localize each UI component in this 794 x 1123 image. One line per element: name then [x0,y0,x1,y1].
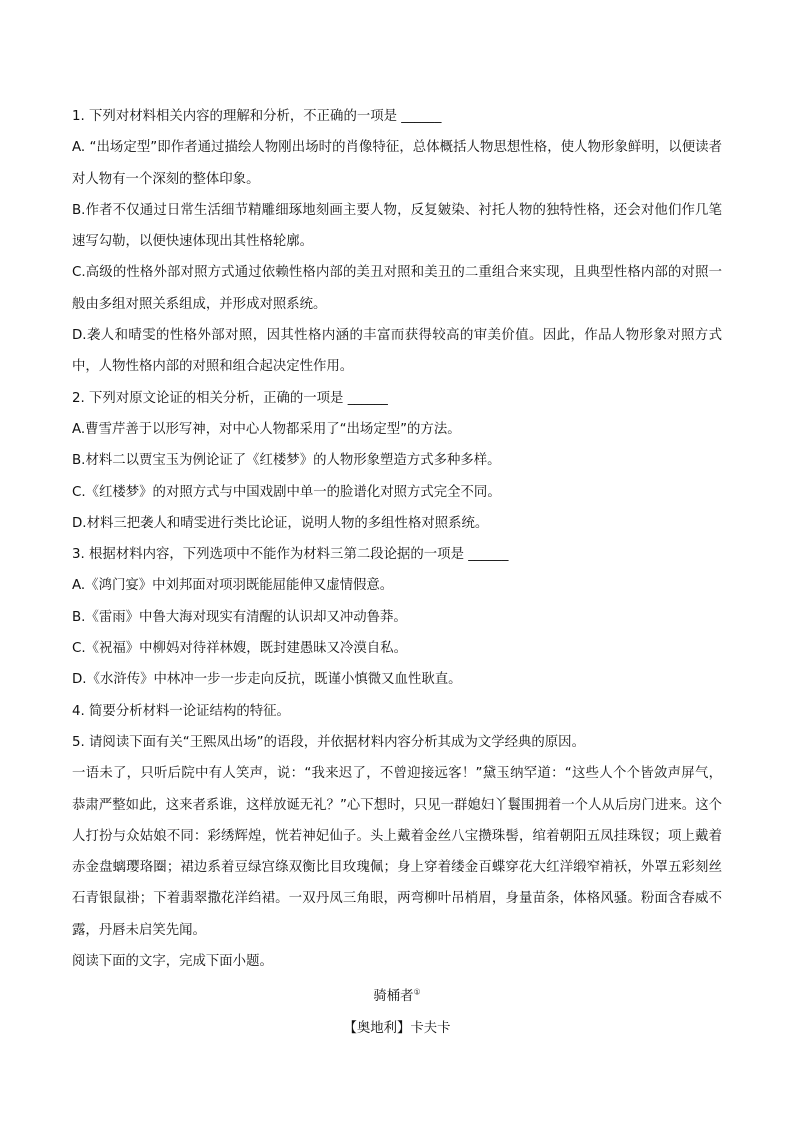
question-2-option-d: D.材料三把袭人和晴雯进行类比论证，说明人物的多组性格对照系统。 [72,515,489,531]
document-body [72,101,722,1044]
question-2-option-c: C.《红楼梦》的对照方式与中国戏剧中单一的脸谱化对照方式完全不同。 [72,484,501,500]
question-3-option-a: A.《鸿门宴》中刘邦面对项羽既能屈能伸又虚情假意。 [72,578,394,594]
question-3-stem: 3. 根据材料内容，下列选项中不能作为材料三第二段论据的一项是 ______ [72,547,509,563]
story-title [72,981,722,1012]
question-3-option-c: C.《祝福》中柳妈对待祥林嫂，既封建愚昧又冷漠自私。 [72,641,407,657]
reading-instruction: 阅读下面的文字，完成下面小题。 [72,954,273,970]
story-title-text: 骑桶者 [373,989,414,1005]
story-author: 【奥地利】卡夫卡 [343,1020,451,1036]
question-2-option-b: B.材料二以贾宝玉为例论证了《红楼梦》的人物形象塑造方式多种多样。 [72,453,501,469]
question-1-option-d: D.袭人和晴雯的性格外部对照，因其性格内涵的丰富而获得较高的审美价值。因此，作品人物形象对照方式中，人物性格内部的对照和组合起决定性作用。 [72,328,722,375]
question-1-option-b: B.作者不仅通过日常生活细节精雕细琢地刻画主要人物，反复皴染、衬托人物的独特性格，还会对他们作几笔速写勾勒，以便快速体现出其性格轮廓。 [72,202,722,250]
question-5-stem: 5. 请阅读下面有关“王熙凤出场”的语段，并依据材料内容分析其成为文学经典的原因。 [72,734,585,750]
question-1-option-c: C.高级的性格外部对照方式通过依赖性格内部的美丑对照和美丑的二重组合来实现，且典型性格内部的对照一般由多组对照关系组成，并形成对照系统。 [72,265,722,312]
question-2-option-a: A.曹雪芹善于以形写神，对中心人物都采用了“出场定型”的方法。 [72,421,461,437]
footnote-mark: ① [413,987,421,997]
question-1-option-a: A. “出场定型”即作者通过描绘人物刚出场时的肖像特征，总体概括人物思想性格，使人物形象鲜明，以便读者对人物有一个深刻的整体印象。 [72,140,722,187]
question-3-option-b: B.《雷雨》中鲁大海对现实有清醒的认识却又冲动鲁莽。 [72,609,407,625]
question-2-stem: 2. 下列对原文论证的相关分析，正确的一项是 ______ [72,390,388,406]
question-1-stem: 1. 下列对材料相关内容的理解和分析，不正确的一项是 ______ [72,109,442,124]
question-4-stem: 4. 简要分析材料一论证结构的特征。 [72,703,290,719]
question-5-passage: 一语未了，只听后院中有人笑声，说：“我来迟了，不曾迎接远客！”黛玉纳罕道：“这些人个个皆敛声屏气，恭肃严整如此，这来者系谁，这样放诞无礼？”心下想时，只见一群媳妇丫鬟围拥着一个人从后房门进来。这个人打扮与众姑娘不同：彩绣辉煌，恍若神妃仙子。头上戴着金丝八宝攒珠髻，绾着朝阳五凤挂珠钗；项上戴着赤金盘螭璎珞圈；裙边系着豆绿宫绦双衡比目玫瑰佩；身上穿着缕金百蝶穿花大红洋缎窄褃袄，外罩五彩刻丝石青银鼠褂；下着翡翠撒花洋绉裙。一双丹凤三角眼，两弯柳叶吊梢眉，身量苗条，体格风骚。粉面含春威不露，丹唇未启笑先闻。 [72,766,722,938]
question-3-option-d: D.《水浒传》中林冲一步一步走向反抗，既谨小慎微又血性耿直。 [72,672,462,688]
